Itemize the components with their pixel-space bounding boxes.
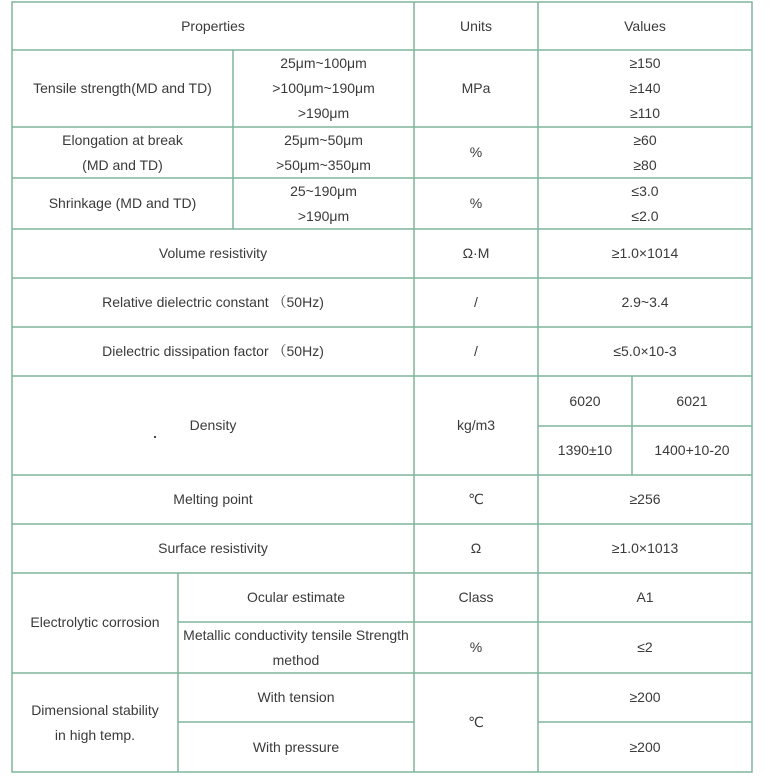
dielectric-constant-label-cell bbox=[12, 278, 414, 327]
dimensional-stability-label: in high temp. bbox=[54, 726, 136, 743]
density-value-cell bbox=[538, 426, 632, 475]
elongation-label-cell bbox=[12, 127, 233, 178]
volume-resistivity-unit-cell bbox=[414, 229, 538, 278]
density-value-cell bbox=[632, 426, 752, 475]
elongation-label: Elongation at break bbox=[62, 131, 183, 148]
surface-resistivity-unit: Ω bbox=[470, 540, 482, 556]
elongation-value: ≥80 bbox=[633, 156, 657, 173]
melting-point-unit: ℃ bbox=[468, 491, 484, 507]
surface-resistivity-value-cell bbox=[538, 524, 752, 573]
with-pressure-label: With pressure bbox=[252, 738, 340, 755]
shrinkage-label: Shrinkage (MD and TD) bbox=[48, 195, 197, 211]
shrinkage-label-cell bbox=[12, 178, 233, 229]
header-properties bbox=[12, 2, 414, 50]
ocular-estimate-unit-cell bbox=[414, 573, 538, 622]
metallic-conductivity-value: ≤2 bbox=[637, 639, 653, 655]
dimensional-stability-label-cell bbox=[12, 673, 178, 772]
metallic-conductivity-unit-cell bbox=[414, 622, 538, 673]
with-tension-value-cell bbox=[538, 673, 752, 722]
ocular-estimate-value: A1 bbox=[636, 589, 654, 605]
volume-resistivity-value: ≥1.0×1014 bbox=[611, 245, 679, 261]
shrinkage-values-cell bbox=[538, 178, 752, 229]
dimensional-stability-unit: ℃ bbox=[468, 714, 484, 730]
density-grade-cell bbox=[538, 376, 632, 426]
melting-point-label: Melting point bbox=[173, 491, 253, 507]
melting-point-value-cell bbox=[538, 475, 752, 524]
dielectric-constant-label: Relative dielectric constant （50Hz) bbox=[102, 294, 324, 310]
density-unit-cell bbox=[414, 376, 538, 475]
dielectric-constant-unit: / bbox=[474, 294, 478, 310]
metallic-conductivity-unit: % bbox=[469, 639, 483, 655]
tensile-value: ≥110 bbox=[629, 105, 660, 121]
ocular-estimate-unit: Class bbox=[458, 589, 494, 605]
dissipation-factor-unit: / bbox=[474, 343, 478, 359]
shrinkage-value: ≤2.0 bbox=[631, 207, 659, 224]
metallic-conductivity-label: Metallic conductivity tensile Strength method bbox=[183, 626, 409, 668]
density-value: 1390±10 bbox=[557, 442, 613, 458]
dielectric-constant-unit-cell bbox=[414, 278, 538, 327]
density-label-cell bbox=[12, 376, 414, 475]
header-properties-text: Properties bbox=[181, 17, 245, 34]
density-grade-cell bbox=[632, 376, 752, 426]
with-tension-label: With tension bbox=[257, 689, 335, 705]
surface-resistivity-label: Surface resistivity bbox=[158, 540, 268, 556]
with-pressure-value-cell bbox=[538, 722, 752, 772]
tensile-range: 25μm~100μm bbox=[280, 55, 367, 71]
density-value: 1400+10-20 bbox=[654, 442, 730, 458]
elongation-values-cell bbox=[538, 127, 752, 178]
header-values bbox=[538, 2, 752, 50]
tensile-unit: MPa bbox=[461, 80, 491, 96]
ocular-estimate-label-cell bbox=[178, 573, 414, 622]
volume-resistivity-value-cell bbox=[538, 229, 752, 278]
density-grade: 6021 bbox=[676, 392, 708, 409]
melting-point-label-cell bbox=[12, 475, 414, 524]
dielectric-constant-value: 2.9~3.4 bbox=[621, 294, 669, 310]
volume-resistivity-label: Volume resistivity bbox=[158, 245, 268, 261]
elongation-range: >50μm~350μm bbox=[276, 156, 371, 173]
ocular-estimate-value-cell bbox=[538, 573, 752, 622]
dissipation-factor-value: ≤5.0×10-3 bbox=[613, 343, 677, 359]
dimensional-stability-label: Dimensional stability bbox=[31, 701, 159, 718]
tensile-ranges-cell bbox=[233, 50, 414, 127]
elongation-range: 25μm~50μm bbox=[284, 131, 363, 148]
with-tension-label-cell bbox=[178, 673, 414, 722]
shrinkage-unit-cell bbox=[414, 178, 538, 229]
shrinkage-value: ≤3.0 bbox=[631, 182, 659, 199]
metallic-conductivity-value-cell bbox=[538, 622, 752, 673]
header-values-text: Values bbox=[624, 17, 666, 34]
elongation-value: ≥60 bbox=[633, 131, 657, 148]
density-grade: 6020 bbox=[569, 392, 601, 409]
density-label: Density bbox=[189, 417, 237, 433]
tensile-range: >190μm bbox=[297, 105, 350, 121]
tensile-range: >100μm~190μm bbox=[272, 80, 375, 96]
header-units-text: Units bbox=[460, 17, 492, 34]
dissipation-factor-label: Dielectric dissipation factor （50Hz) bbox=[102, 343, 324, 359]
tensile-value: ≥150 bbox=[629, 55, 661, 71]
surface-resistivity-label-cell bbox=[12, 524, 414, 573]
melting-point-unit-cell bbox=[414, 475, 538, 524]
with-pressure-label-cell bbox=[178, 722, 414, 772]
elongation-label: (MD and TD) bbox=[82, 156, 163, 173]
density-unit: kg/m3 bbox=[456, 417, 496, 433]
dielectric-constant-value-cell bbox=[538, 278, 752, 327]
surface-resistivity-value: ≥1.0×1013 bbox=[611, 540, 679, 556]
header-units bbox=[414, 2, 538, 50]
electrolytic-corrosion-label-cell bbox=[12, 573, 178, 673]
elongation-unit: % bbox=[469, 144, 483, 160]
stray-dot bbox=[154, 436, 156, 438]
with-pressure-value: ≥200 bbox=[629, 738, 661, 755]
dissipation-factor-unit-cell bbox=[414, 327, 538, 376]
shrinkage-range: >190μm bbox=[297, 207, 350, 224]
dissipation-factor-label-cell bbox=[12, 327, 414, 376]
tensile-unit-cell bbox=[414, 50, 538, 127]
metallic-conductivity-label-cell bbox=[178, 622, 414, 673]
shrinkage-range: 25~190μm bbox=[290, 182, 357, 199]
melting-point-value: ≥256 bbox=[629, 491, 661, 507]
surface-resistivity-unit-cell bbox=[414, 524, 538, 573]
tensile-label: Tensile strength(MD and TD) bbox=[33, 80, 212, 96]
dissipation-factor-value-cell bbox=[538, 327, 752, 376]
tensile-value: ≥140 bbox=[629, 80, 661, 96]
with-tension-value: ≥200 bbox=[629, 689, 661, 705]
ocular-estimate-label: Ocular estimate bbox=[246, 589, 346, 605]
shrinkage-unit: % bbox=[469, 195, 483, 211]
elongation-unit-cell bbox=[414, 127, 538, 178]
shrinkage-ranges-cell bbox=[233, 178, 414, 229]
volume-resistivity-unit: Ω·M bbox=[462, 245, 490, 261]
tensile-values-cell bbox=[538, 50, 752, 127]
tensile-label-cell bbox=[12, 50, 233, 127]
electrolytic-corrosion-label: Electrolytic corrosion bbox=[30, 613, 160, 630]
elongation-ranges-cell bbox=[233, 127, 414, 178]
dimensional-stability-unit-cell bbox=[414, 673, 538, 772]
volume-resistivity-label-cell bbox=[12, 229, 414, 278]
